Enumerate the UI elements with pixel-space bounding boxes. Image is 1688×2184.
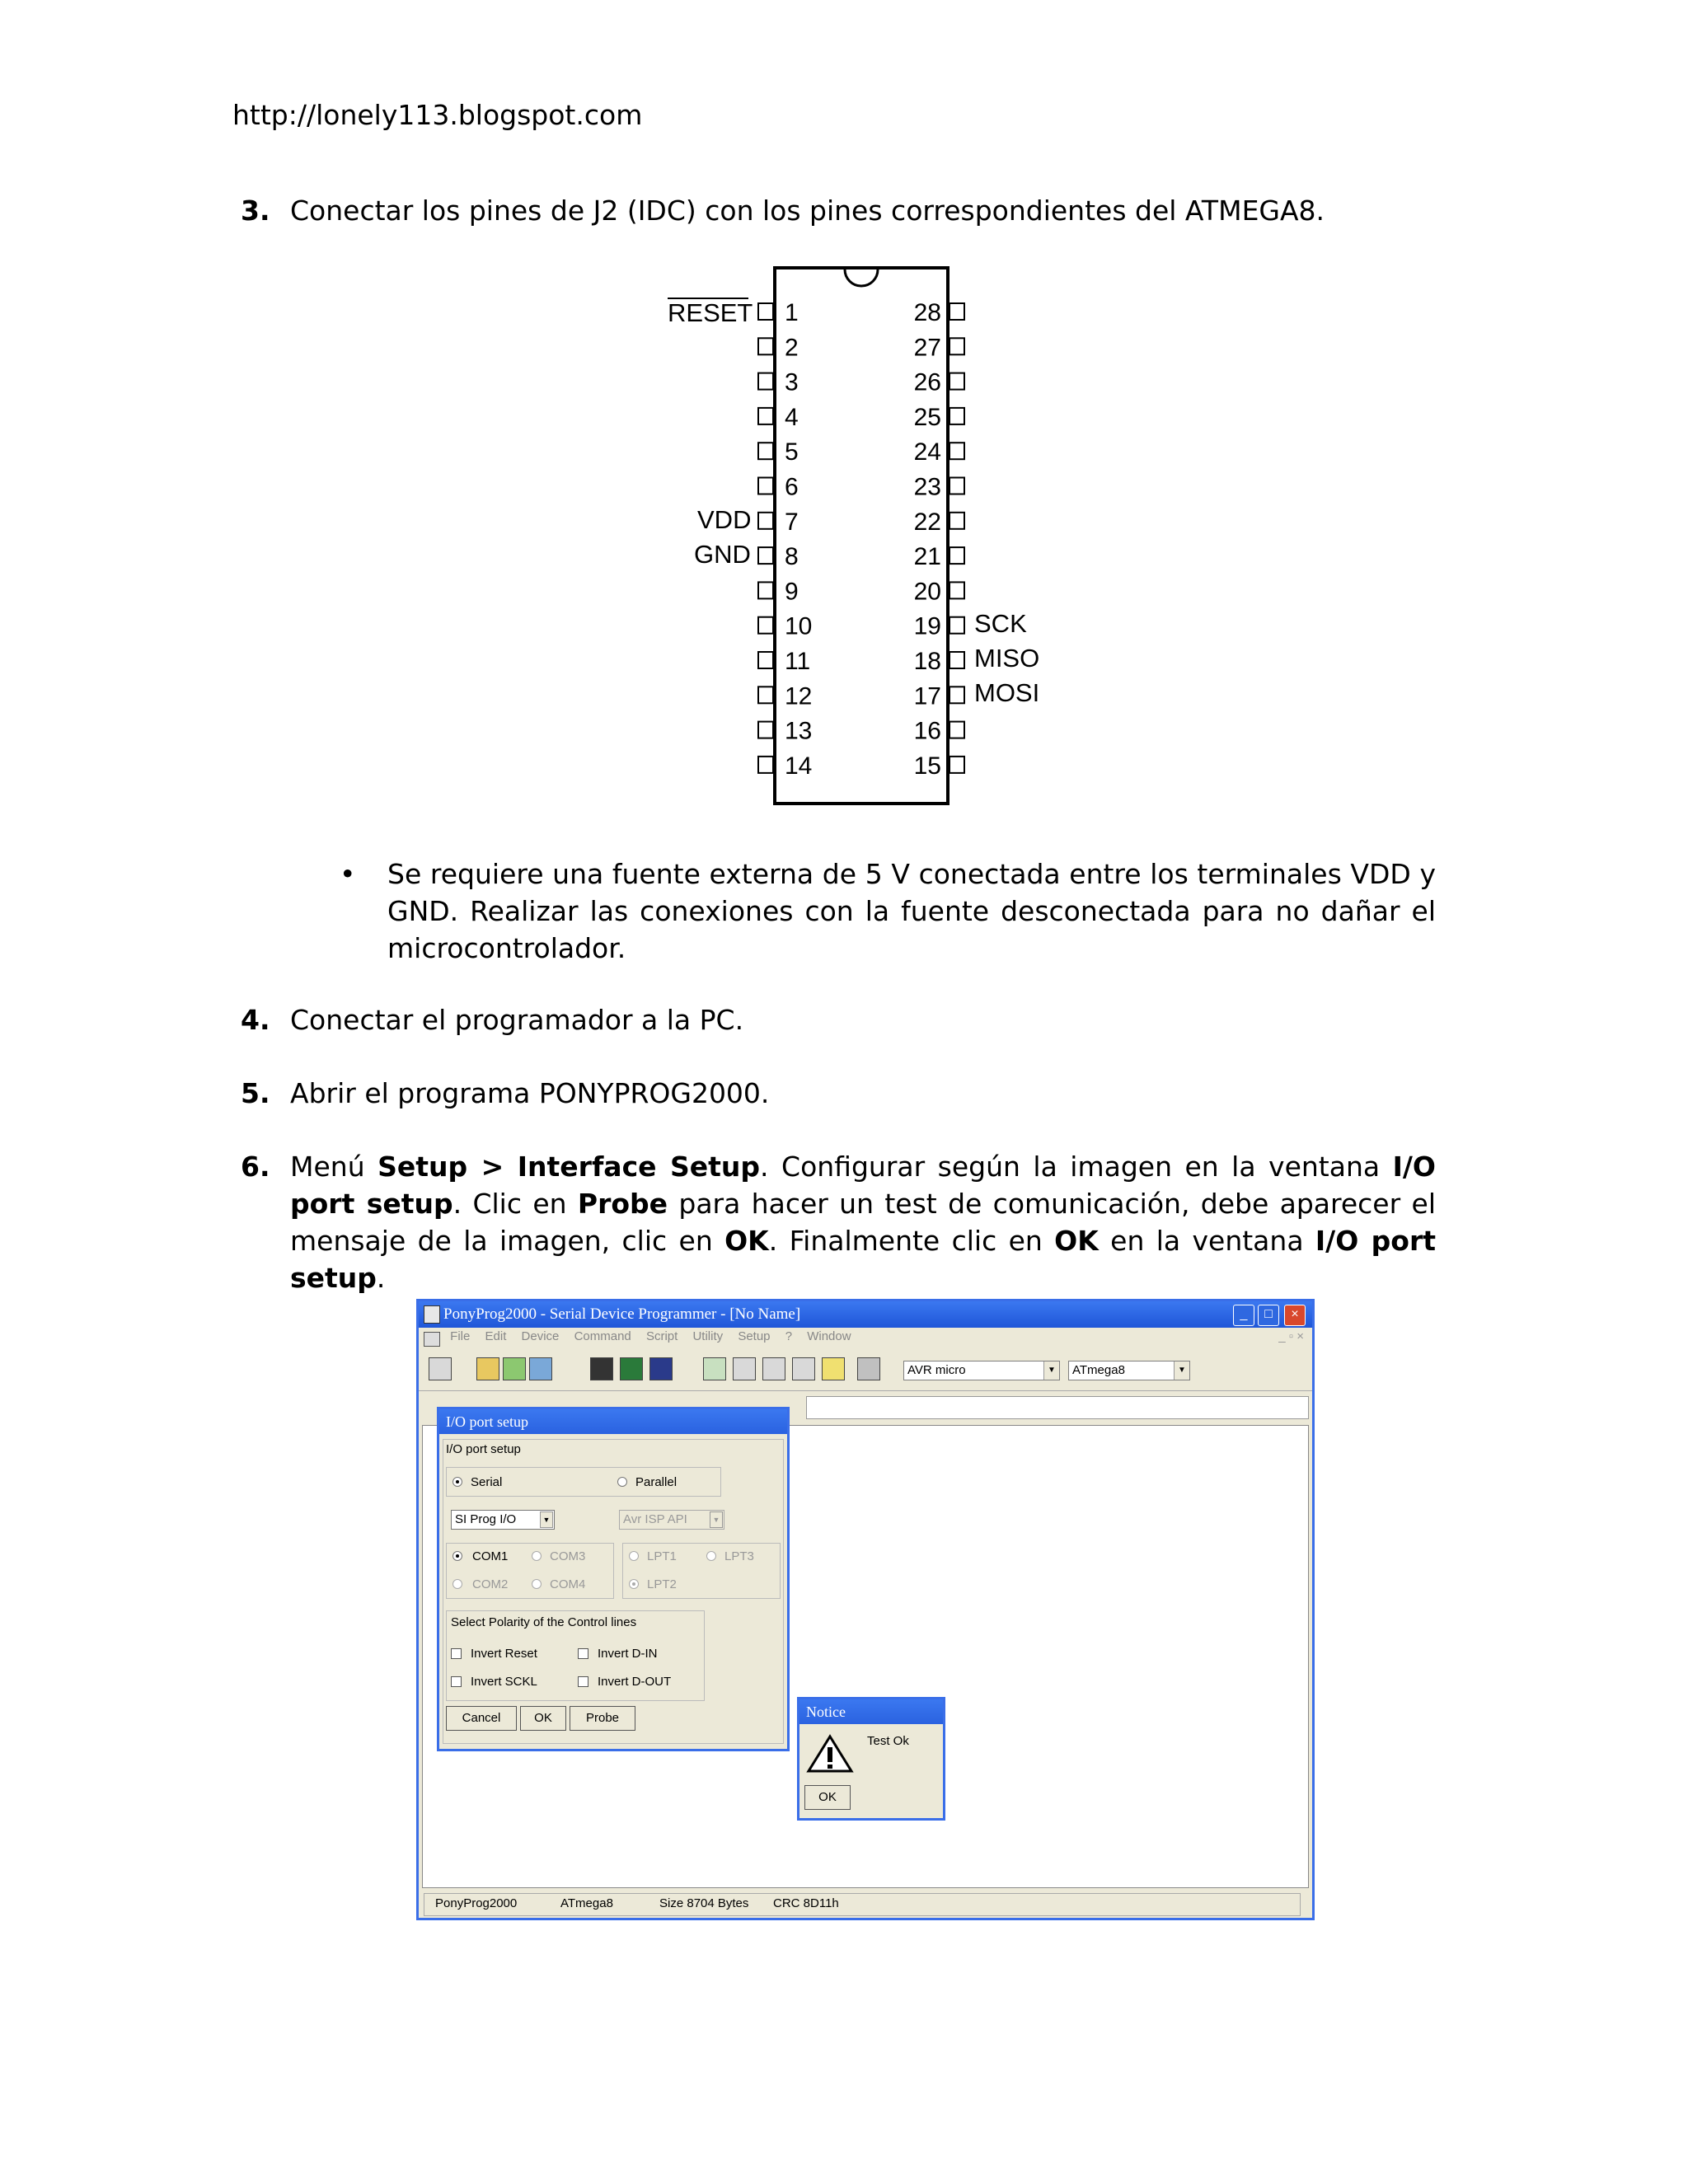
pin-25-number: 25 bbox=[913, 403, 941, 431]
atmega8-pinout-diagram bbox=[651, 255, 1080, 816]
pin-25-pad bbox=[950, 408, 964, 424]
dialog-title: I/O port setup bbox=[446, 1413, 528, 1430]
lpt-port-group bbox=[622, 1543, 781, 1599]
invert-sckl-checkbox[interactable] bbox=[451, 1676, 462, 1687]
bullet-text: Se requiere una fuente externa de 5 V conectada entre los terminales VDD y GND. Realizar las conexiones con la fuente desconectada para no dañar el microcontrolador. bbox=[387, 858, 1436, 964]
pin-4-pad bbox=[758, 408, 773, 424]
open-icon[interactable] bbox=[476, 1357, 499, 1380]
invert-dout-label: Invert D-OUT bbox=[598, 1675, 672, 1689]
device-family-select[interactable]: AVR micro ▼ bbox=[903, 1361, 1060, 1380]
status-crc: CRC 8D11h bbox=[773, 1896, 839, 1910]
status-size: Size 8704 Bytes bbox=[659, 1896, 749, 1910]
chip-icon[interactable] bbox=[857, 1357, 880, 1380]
ok-button[interactable]: OK bbox=[520, 1706, 566, 1731]
polarity-title: Select Polarity of the Control lines bbox=[451, 1615, 637, 1629]
com4-label: COM4 bbox=[550, 1577, 586, 1591]
pin-14-number: 14 bbox=[785, 752, 813, 780]
menu-file[interactable]: File bbox=[450, 1329, 471, 1343]
mosi-label: MOSI bbox=[974, 678, 1040, 707]
step-text: Menú Setup > Interface Setup. Configurar según la imagen en la ventana I/O port setup. Clic en Probe para hacer un test de comunicación, debe aparecer el mensaje de la imagen, clic en OK. Finalmente clic en OK en la ventana I/O port setup. bbox=[290, 1151, 1436, 1294]
pin-22-number: 22 bbox=[913, 508, 941, 536]
save-prog-icon[interactable] bbox=[620, 1357, 643, 1380]
com3-label: COM3 bbox=[550, 1549, 586, 1563]
pin-9-pad bbox=[758, 582, 773, 598]
pin-12-number: 12 bbox=[785, 682, 813, 710]
save-icon[interactable] bbox=[590, 1357, 613, 1380]
pin-1-number: 1 bbox=[785, 299, 799, 326]
sck-label: SCK bbox=[974, 609, 1027, 638]
menu-window[interactable]: Window bbox=[807, 1329, 851, 1343]
menu-edit[interactable]: Edit bbox=[485, 1329, 507, 1343]
device-type-select[interactable]: ATmega8 ▼ bbox=[1068, 1361, 1190, 1380]
parallel-label: Parallel bbox=[635, 1475, 678, 1489]
new-icon[interactable] bbox=[429, 1357, 452, 1380]
step-3 bbox=[241, 192, 1436, 229]
status-app: PonyProg2000 bbox=[435, 1896, 518, 1910]
step-text: Conectar el programador a la PC. bbox=[290, 1004, 744, 1036]
dialog-title-bar bbox=[439, 1409, 787, 1434]
invert-reset-checkbox[interactable] bbox=[451, 1648, 462, 1659]
toolbar bbox=[419, 1351, 1312, 1387]
pin-22-pad bbox=[950, 513, 964, 529]
pin-23-number: 23 bbox=[913, 473, 941, 501]
pin-20-pad bbox=[950, 582, 964, 598]
notice-title-bar bbox=[799, 1699, 943, 1724]
close-button[interactable]: × bbox=[1284, 1305, 1306, 1326]
pin-11-pad bbox=[758, 652, 773, 668]
menu-bar bbox=[419, 1329, 1312, 1347]
pin-8-pad bbox=[758, 547, 773, 564]
open-data-icon[interactable] bbox=[529, 1357, 552, 1380]
pin-13-number: 13 bbox=[785, 717, 813, 745]
pin-5-number: 5 bbox=[785, 438, 799, 466]
pin-15-number: 15 bbox=[913, 752, 941, 780]
lpt2-radio bbox=[629, 1579, 639, 1589]
com2-radio[interactable] bbox=[452, 1579, 462, 1589]
pin-28-pad bbox=[950, 303, 964, 320]
pin-4-number: 4 bbox=[785, 403, 799, 431]
pin-27-pad bbox=[950, 338, 964, 354]
step-number: 4. bbox=[241, 1004, 270, 1036]
notice-title: Notice bbox=[806, 1704, 846, 1720]
edit-buffer-icon[interactable] bbox=[733, 1357, 756, 1380]
step-number: 6. bbox=[241, 1151, 270, 1183]
header-url: http://lonely113.blogspot.com bbox=[232, 99, 643, 131]
step-text: Abrir el programa PONYPROG2000. bbox=[290, 1077, 770, 1109]
parallel-interface-select: Avr ISP API ▼ bbox=[619, 1510, 724, 1530]
pin-14-pad bbox=[758, 757, 773, 773]
menu-setup[interactable]: Setup bbox=[738, 1329, 771, 1343]
invert-din-label: Invert D-IN bbox=[598, 1647, 658, 1661]
miso-label: MISO bbox=[974, 644, 1040, 673]
title-bar bbox=[419, 1301, 1312, 1328]
com2-label: COM2 bbox=[472, 1577, 509, 1591]
invert-sckl-label: Invert SCKL bbox=[471, 1675, 537, 1689]
vdd-label: VDD bbox=[697, 505, 752, 534]
menu-device[interactable]: Device bbox=[521, 1329, 560, 1343]
menu-script[interactable]: Script bbox=[645, 1329, 678, 1343]
info-field bbox=[806, 1396, 1309, 1419]
pin-3-number: 3 bbox=[785, 368, 799, 396]
mdi-controls[interactable]: _ ▫ × bbox=[1278, 1329, 1304, 1343]
cancel-button[interactable]: Cancel bbox=[446, 1706, 517, 1731]
step-6 bbox=[241, 1148, 1436, 1296]
document-icon bbox=[424, 1332, 440, 1347]
reload-icon[interactable] bbox=[703, 1357, 726, 1380]
invert-din-checkbox[interactable] bbox=[578, 1648, 588, 1659]
pin-16-number: 16 bbox=[913, 717, 941, 745]
pin-6-pad bbox=[758, 478, 773, 494]
pin-11-number: 11 bbox=[785, 648, 811, 675]
lpt1-radio bbox=[629, 1551, 639, 1561]
invert-dout-checkbox[interactable] bbox=[578, 1676, 588, 1687]
pin-21-number: 21 bbox=[913, 543, 941, 571]
app-icon bbox=[424, 1305, 440, 1324]
lpt3-radio bbox=[706, 1551, 716, 1561]
com4-radio[interactable] bbox=[532, 1579, 542, 1589]
power-note bbox=[340, 855, 1436, 967]
notice-ok-button[interactable]: OK bbox=[804, 1785, 851, 1810]
step-number: 5. bbox=[241, 1077, 270, 1109]
pin-9-number: 9 bbox=[785, 578, 799, 606]
pin-24-pad bbox=[950, 443, 964, 459]
com-port-group bbox=[446, 1543, 614, 1599]
step-number: 3. bbox=[241, 194, 270, 227]
help-icon[interactable] bbox=[822, 1357, 845, 1380]
ponyprog-window bbox=[416, 1299, 1315, 1920]
pin-26-pad bbox=[950, 373, 964, 390]
maximize-button[interactable]: □ bbox=[1258, 1305, 1279, 1326]
open-prog-icon[interactable] bbox=[503, 1357, 526, 1380]
status-device: ATmega8 bbox=[560, 1896, 613, 1910]
com3-radio[interactable] bbox=[532, 1551, 542, 1561]
pin-21-pad bbox=[950, 547, 964, 564]
serial-interface-select[interactable]: SI Prog I/O ▼ bbox=[451, 1510, 555, 1530]
warning-icon bbox=[806, 1734, 854, 1774]
pin-8-number: 8 bbox=[785, 543, 799, 571]
pin-12-pad bbox=[758, 687, 773, 703]
reset-label: RESET bbox=[668, 298, 753, 327]
com1-label: COM1 bbox=[472, 1549, 509, 1563]
pin-2-number: 2 bbox=[785, 334, 799, 362]
pin-13-pad bbox=[758, 722, 773, 738]
pin-3-pad bbox=[758, 373, 773, 390]
pin-10-number: 10 bbox=[785, 612, 813, 640]
menu-help[interactable]: ? bbox=[785, 1329, 793, 1343]
invert-reset-label: Invert Reset bbox=[471, 1647, 537, 1661]
step-text: Conectar los pines de J2 (IDC) con los pines correspondientes del ATMEGA8. bbox=[290, 194, 1325, 227]
pin-27-number: 27 bbox=[913, 334, 941, 362]
parallel-radio[interactable] bbox=[617, 1477, 627, 1487]
com1-radio[interactable] bbox=[452, 1551, 462, 1561]
pin-18-pad bbox=[950, 652, 964, 668]
step-4 bbox=[241, 1001, 1436, 1038]
pin-26-number: 26 bbox=[913, 368, 941, 396]
pin-10-pad bbox=[758, 617, 773, 634]
pin-17-pad bbox=[950, 687, 964, 703]
gnd-label: GND bbox=[694, 540, 751, 569]
zoom-icon[interactable] bbox=[792, 1357, 815, 1380]
notice-dialog bbox=[797, 1697, 945, 1821]
pin-28-number: 28 bbox=[913, 299, 941, 326]
bullet-symbol: • bbox=[340, 858, 356, 890]
lpt2-label: LPT2 bbox=[647, 1577, 677, 1591]
pin-5-pad bbox=[758, 443, 773, 459]
minimize-button[interactable]: _ bbox=[1233, 1305, 1254, 1326]
notice-message: Test Ok bbox=[867, 1734, 909, 1748]
status-bar bbox=[419, 1890, 1312, 1918]
pin-2-pad bbox=[758, 338, 773, 354]
lpt1-label: LPT1 bbox=[647, 1549, 677, 1563]
pin-19-pad bbox=[950, 617, 964, 634]
pin-19-number: 19 bbox=[913, 612, 941, 640]
print-icon[interactable] bbox=[762, 1357, 785, 1380]
pin-6-number: 6 bbox=[785, 473, 799, 501]
pin-16-pad bbox=[950, 722, 964, 738]
pin-1-pad bbox=[758, 303, 773, 320]
lpt3-label: LPT3 bbox=[724, 1549, 754, 1563]
pin-15-pad bbox=[950, 757, 964, 773]
pin-23-pad bbox=[950, 478, 964, 494]
io-port-setup-dialog bbox=[437, 1407, 790, 1751]
group-title: I/O port setup bbox=[446, 1442, 521, 1456]
menu-command[interactable]: Command bbox=[574, 1329, 631, 1343]
save-data-icon[interactable] bbox=[649, 1357, 673, 1380]
pin-7-number: 7 bbox=[785, 508, 799, 536]
serial-radio[interactable] bbox=[452, 1477, 462, 1487]
pin-7-pad bbox=[758, 513, 773, 529]
pin-20-number: 20 bbox=[913, 578, 941, 606]
serial-label: Serial bbox=[471, 1475, 503, 1489]
pin-17-number: 17 bbox=[913, 682, 941, 710]
pin-24-number: 24 bbox=[913, 438, 941, 466]
window-title: PonyProg2000 - Serial Device Programmer - [No Name] bbox=[443, 1305, 801, 1323]
probe-button[interactable]: Probe bbox=[570, 1706, 635, 1731]
step-5 bbox=[241, 1075, 1436, 1112]
menu-utility[interactable]: Utility bbox=[692, 1329, 724, 1343]
pin-18-number: 18 bbox=[913, 648, 941, 675]
